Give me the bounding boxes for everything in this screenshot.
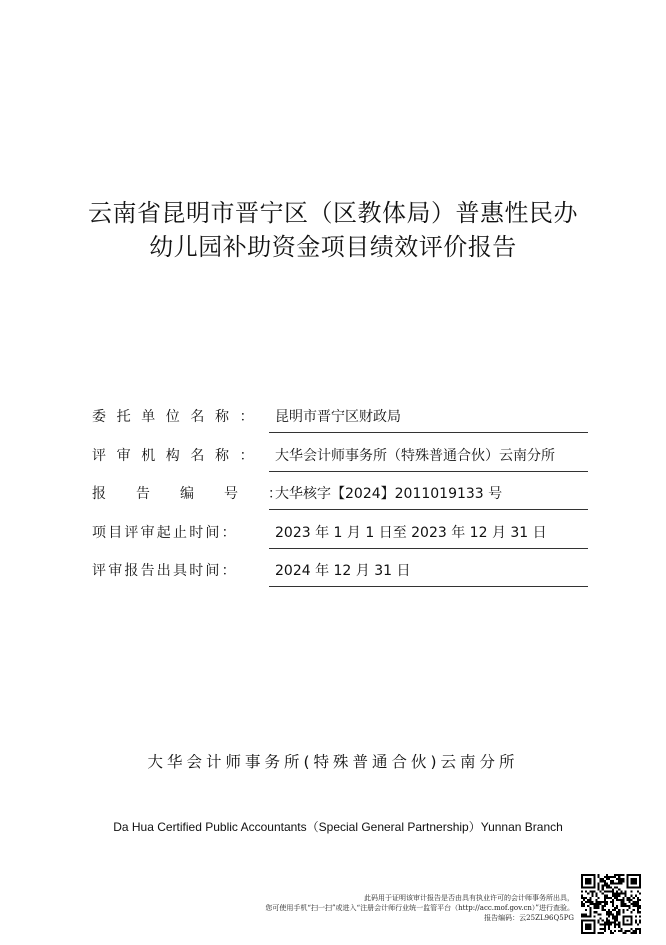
- verification-note-line-1: 此码用于证明该审计报告是否由具有执业许可的会计师事务所出具，: [364, 894, 574, 902]
- report-number-value: 大华核字【2024】2011019133 号: [275, 486, 503, 502]
- reviewer-value: 大华会计师事务所（特殊普通合伙）云南分所: [275, 447, 555, 464]
- report-number-underline: [269, 509, 588, 510]
- info-row-review-period: [92, 512, 592, 551]
- client-underline: [269, 432, 588, 433]
- report-title-line-1: 云南省昆明市晋宁区（区教体局）普惠性民办: [88, 199, 578, 227]
- info-row-reviewer: [92, 435, 592, 474]
- report-number-label: 报告编号：: [92, 486, 312, 502]
- firm-name-english: Da Hua Certified Public Accountants（Special General Partnership）Yunnan Branch: [113, 820, 563, 834]
- report-title: [0, 196, 666, 264]
- review-period-value: 2023 年 1 月 1 日至 2023 年 12 月 31 日: [275, 524, 547, 541]
- info-row-issue-date: [92, 550, 592, 589]
- issue-date-label: 评审报告出具时间：: [92, 563, 238, 579]
- reviewer-underline: [269, 471, 588, 472]
- review-period-underline: [269, 548, 588, 549]
- verification-note-line-2: 您可使用手机“扫一扫”或进入“注册会计师行业统一监管平台（http://acc.mof.gov.cn）”进行查验。: [265, 904, 574, 912]
- verification-note: [154, 893, 574, 923]
- client-value: 昆明市晋宁区财政局: [275, 409, 401, 425]
- report-info-table: [92, 396, 592, 589]
- issue-date-value: 2024 年 12 月 31 日: [275, 563, 411, 579]
- info-row-client: [92, 396, 592, 435]
- qr-code-icon: [581, 874, 641, 934]
- client-label: 委托单位名称：: [92, 409, 265, 425]
- reviewer-label: 评审机构名称：: [92, 447, 265, 464]
- report-title-line-2: 幼儿园补助资金项目绩效评价报告: [149, 233, 517, 261]
- issue-date-underline: [269, 586, 588, 587]
- review-period-label: 项目评审起止时间：: [92, 524, 238, 541]
- info-row-report-number: [92, 473, 592, 512]
- verification-note-line-3: 报告编码：云25ZL96Q5PG: [484, 914, 574, 922]
- firm-name-chinese: 大华会计师事务所(特殊普通合伙)云南分所: [147, 753, 519, 771]
